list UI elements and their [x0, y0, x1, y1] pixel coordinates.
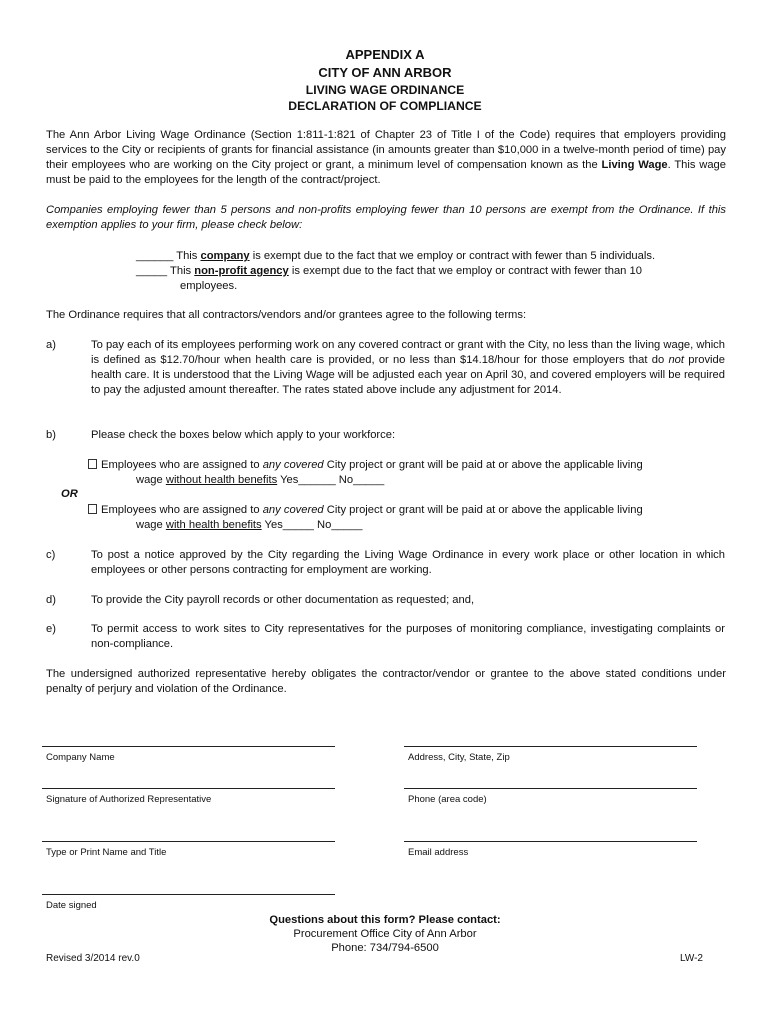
company-name-line[interactable] — [42, 746, 335, 747]
nonprofit-exemption-blank: _____ This — [136, 265, 195, 277]
appendix-title: APPENDIX A — [345, 47, 425, 62]
b1-ital: any covered — [262, 459, 324, 471]
city-title: CITY OF ANN ARBOR — [318, 65, 452, 80]
b1-wage: wage — [136, 474, 166, 486]
company-exemption-word: company — [200, 250, 250, 262]
company-name-label: Company Name — [46, 752, 115, 763]
term-d-label: d) — [46, 594, 56, 606]
term-c-text: To post a notice approved by the City regarding the Living Wage Ordinance in every work place or other location in which employees or other persons contracting for employment are working. — [91, 549, 725, 576]
address-label: Address, City, State, Zip — [408, 752, 510, 763]
company-exemption-line[interactable] — [136, 249, 726, 264]
date-signed-line[interactable] — [42, 894, 335, 895]
signature-line[interactable] — [42, 788, 335, 789]
contact-phone: Phone: 734/794-6500 — [331, 942, 439, 954]
term-a-text-1: To pay each of its employees performing work on any covered contract or grant with the City, no less than the living wage, which is defined as $12.70/hour when health care is provided, or no less than $14.18/hour for those employers that do — [91, 339, 725, 366]
email-label: Email address — [408, 847, 469, 858]
term-b-label: b) — [46, 429, 56, 441]
checkbox-with-benefits[interactable] — [88, 503, 728, 533]
phone-label: Phone (area code) — [408, 794, 487, 805]
form-code: LW-2 — [680, 953, 703, 964]
nonprofit-exemption-line[interactable] — [136, 264, 726, 279]
terms-intro: The Ordinance requires that all contractors/vendors and/or grantees agree to the following terms: — [46, 309, 527, 321]
b2-post: City project or grant will be paid at or above the applicable living — [323, 504, 643, 516]
contact-question: Questions about this form? Please contact: — [269, 914, 501, 926]
checkbox-icon[interactable] — [88, 504, 97, 514]
b1-pre: Employees who are assigned to — [101, 459, 263, 471]
or-label: OR — [61, 488, 78, 500]
term-e-text: To permit access to work sites to City representatives for the purposes of monitoring compliance, investigating complaints or non-compliance. — [91, 623, 725, 650]
b1-yesno[interactable]: Yes______ No_____ — [277, 474, 385, 486]
contact-office: Procurement Office City of Ann Arbor — [293, 928, 477, 940]
term-a-text-2: provide health care. It is understood that the Living Wage will be adjusted each year on April 30, and covered employers will be required to pay the adjusted amount thereafter. The rates stated above include any adjustment for 2014. — [91, 354, 725, 396]
address-line[interactable] — [404, 746, 697, 747]
revision-note: Revised 3/2014 rev.0 — [46, 953, 140, 964]
nonprofit-exemption-cont: employees. — [180, 280, 238, 292]
b2-under: with health benefits — [165, 519, 262, 531]
obligation-paragraph: The undersigned authorized representative hereby obligates the contractor/vendor or grantee to the above stated conditions under penalty of perjury and violation of the Ordinance. — [46, 668, 726, 695]
b1-under: without health benefits — [165, 474, 278, 486]
date-signed-label: Date signed — [46, 900, 97, 911]
phone-line[interactable] — [404, 788, 697, 789]
print-name-line[interactable] — [42, 841, 335, 842]
term-c-label: c) — [46, 549, 56, 561]
checkbox-icon[interactable] — [88, 459, 97, 469]
intro-bold-term: Living Wage — [601, 159, 668, 171]
b2-pre: Employees who are assigned to — [101, 504, 263, 516]
intro-text-before: The Ann Arbor Living Wage Ordinance (Section 1:811-1:821 of Chapter 23 of Title I of the Code) requires that employers providing services to the City or recipients of grants for financial assistance (in amounts greater than $10,000 in a twelve-month period of time) pay their employees who are working on the City project or grant, a minimum level of compensation known as the — [46, 129, 726, 171]
ordinance-title: LIVING WAGE ORDINANCE — [305, 83, 465, 97]
signature-label: Signature of Authorized Representative — [46, 794, 212, 805]
term-d-text: To provide the City payroll records or other documentation as requested; and, — [91, 594, 475, 606]
exemption-note: Companies employing fewer than 5 persons and non-profits employing fewer than 10 persons are exempt from the Ordinance. If this exemption applies to your firm, please check below: — [46, 204, 726, 231]
checkbox-without-benefits[interactable] — [88, 458, 728, 488]
b2-wage: wage — [136, 519, 166, 531]
term-e-label: e) — [46, 623, 56, 635]
declaration-title: DECLARATION OF COMPLIANCE — [288, 99, 482, 113]
nonprofit-exemption-word: non-profit agency — [194, 265, 289, 277]
term-a-label: a) — [46, 339, 56, 351]
b2-yesno[interactable]: Yes_____ No_____ — [261, 519, 363, 531]
term-a-not: not — [668, 354, 685, 366]
b2-ital: any covered — [262, 504, 324, 516]
b1-post: City project or grant will be paid at or above the applicable living — [323, 459, 643, 471]
intro-text-after: . This wage must be paid to the employees for the length of the contract/project. — [46, 159, 726, 186]
nonprofit-exemption-rest: is exempt due to the fact that we employ or contract with fewer than 10 — [288, 265, 642, 277]
company-exemption-blank: ______ This — [136, 250, 201, 262]
company-exemption-rest: is exempt due to the fact that we employ or contract with fewer than 5 individuals. — [249, 250, 656, 262]
term-b-text: Please check the boxes below which apply to your workforce: — [91, 429, 396, 441]
print-name-label: Type or Print Name and Title — [46, 847, 167, 858]
term-a-text — [91, 338, 725, 398]
intro-paragraph — [46, 128, 726, 188]
email-line[interactable] — [404, 841, 697, 842]
